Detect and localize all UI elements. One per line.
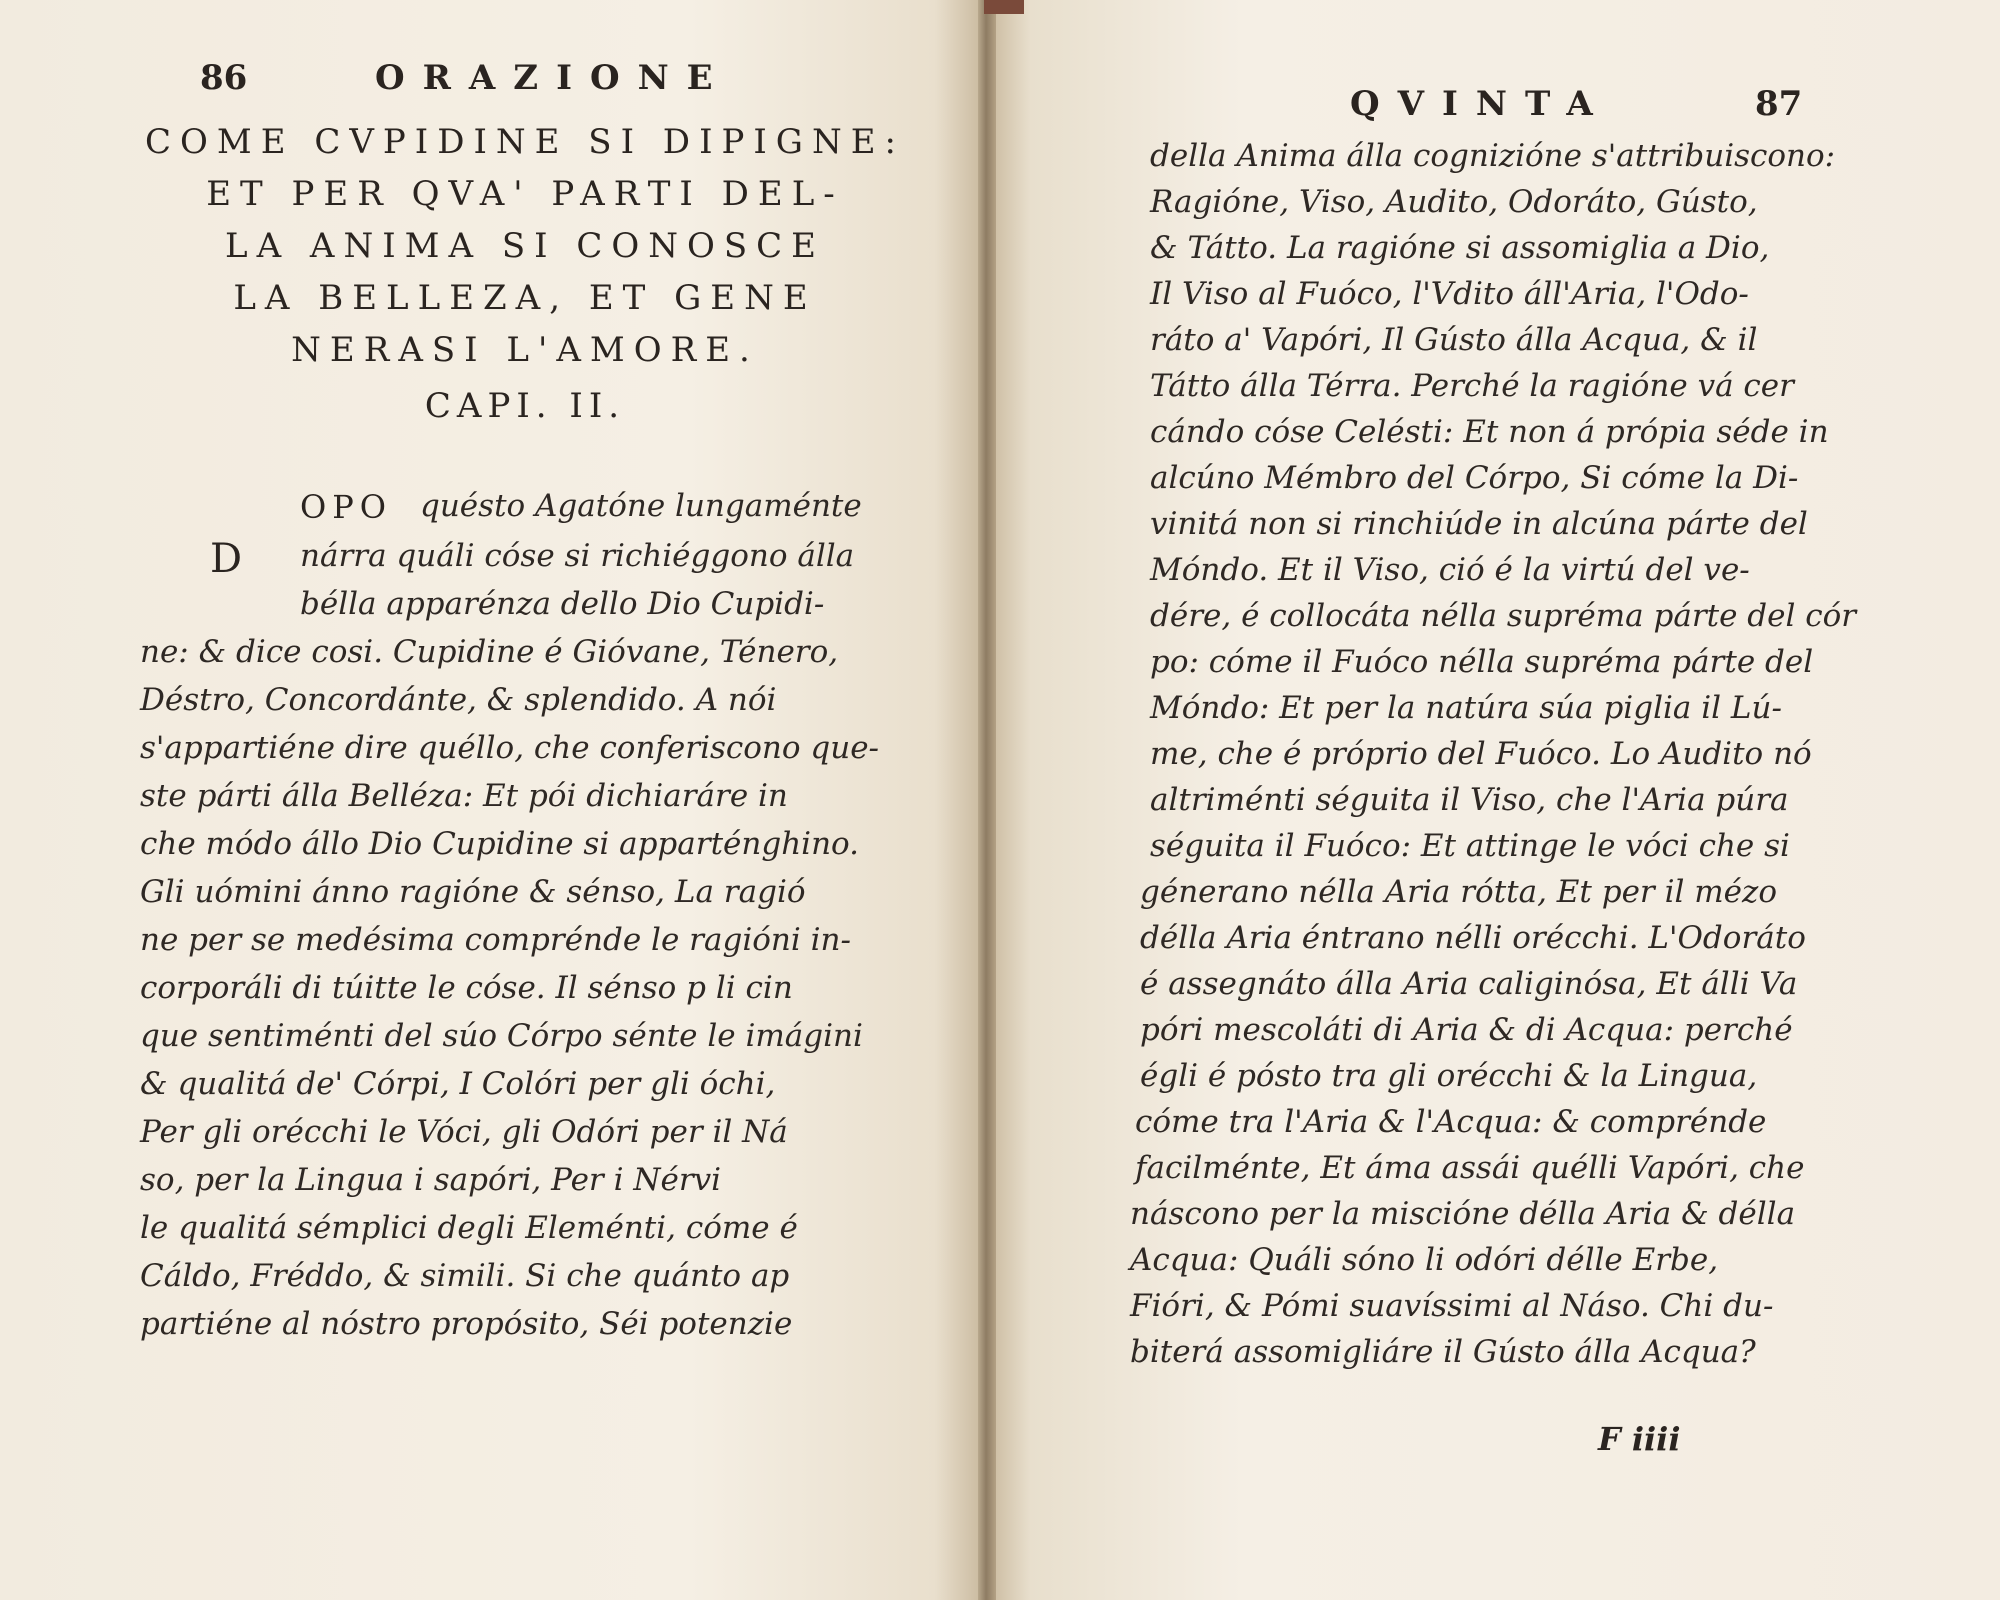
left-line-9: Gli uómini ánno ragióne & sénso, La ragió [140,874,806,910]
right-line-22: cóme tra l'Aria & l'Acqua: & comprénde [1135,1104,1767,1140]
left-line-8: che módo állo Dio Cupidine si apparténghino. [140,826,860,862]
right-line-27: biterá assomigliáre il Gústo álla Acqua? [1130,1334,1756,1370]
right-line-20: póri mescoláti di Aria & di Acqua: perché [1140,1012,1793,1048]
binding-edge [984,0,1024,14]
left-line-16: le qualitá sémplici degli Eleménti, cóme é [140,1210,798,1246]
right-line-24: náscono per la miscióne délla Aria & délla [1130,1196,1796,1232]
right-line-1: della Anima álla cognizióne s'attribuiscono: [1150,138,1836,174]
left-line-10: ne per se medésima comprénde le ragióni in- [140,922,851,958]
left-line-18: partiéne al nóstro propósito, Séi potenzie [140,1306,793,1342]
left-line-14: Per gli orécchi le Vóci, gli Odóri per il Ná [140,1114,788,1150]
right-line-15: altriménti séguita il Viso, che l'Aria púra [1150,782,1789,818]
right-line-11: dére, é collocáta nélla supréma párte del cór [1150,598,1857,634]
left-line-7: ste párti álla Belléza: Et pói dichiaráre in [140,778,788,814]
left-running-head: ORAZIONE [375,58,731,98]
right-line-23: facilménte, Et áma assái quélli Vapóri, che [1135,1150,1805,1186]
right-line-12: po: cóme il Fuóco nélla supréma párte del [1150,644,1814,680]
left-line-17: Cáldo, Fréddo, & simili. Si che quánto ap [140,1258,790,1294]
signature-mark: F iiii [1598,1420,1681,1458]
left-line-15: so, per la Lingua i sapóri, Per i Nérvi [140,1162,722,1198]
right-line-19: é assegnáto álla Aria caliginósa, Et álli Va [1140,966,1798,1002]
left-page-number: 86 [200,58,248,98]
left-line-5: Déstro, Concordánte, & splendido. A nói [140,682,777,718]
right-line-10: Móndo. Et il Viso, ció é la virtú del ve- [1150,552,1750,588]
right-line-18: délla Aria éntrano nélli orécchi. L'Odoráto [1140,920,1806,956]
chapter-title-line-1: COME CVPIDINE SI DIPIGNE: [145,122,905,162]
right-running-head: QVINTA [1350,84,1611,124]
right-line-16: séguita il Fuóco: Et attinge le vóci che si [1150,828,1790,864]
chapter-title-line-3: LA ANIMA SI CONOSCE [224,226,826,266]
chapter-title-line-2: ET PER QVA' PARTI DEL- [206,174,844,214]
opening-caps: OPO [300,488,392,526]
right-line-7: cándo cóse Celésti: Et non á própia séde in [1150,414,1829,450]
left-line-12: que sentiménti del súo Córpo sénte le imágini [140,1018,863,1054]
chapter-label: CAPI. II. [424,386,626,426]
right-line-9: vinitá non si rinchiúde in alcúna párte del [1150,506,1808,542]
right-line-13: Móndo: Et per la natúra súa piglia il Lú- [1150,690,1782,726]
chapter-title-line-4: LA BELLEZA, ET GENE [233,278,817,318]
drop-cap: D [210,536,243,582]
right-line-5: ráto a' Vapóri, Il Gústo álla Acqua, & il [1150,322,1758,358]
right-page-number: 87 [1755,84,1803,124]
right-line-6: Tátto álla Térra. Perché la ragióne vá cer [1150,368,1794,404]
left-line-4: ne: & dice cosi. Cupidine é Gióvane, Ténero, [140,634,839,670]
left-line-3: bélla apparénza dello Dio Cupidi- [300,586,825,622]
right-line-14: me, che é próprio del Fuóco. Lo Audito nó [1150,736,1812,772]
left-line-1: quésto Agatóne lungaménte [420,488,862,524]
right-line-2: Ragióne, Viso, Audito, Odoráto, Gústo, [1150,184,1758,220]
right-line-4: Il Viso al Fuóco, l'Vdito áll'Aria, l'Odo- [1150,276,1749,312]
left-line-6: s'appartiéne dire quéllo, che conferiscono que- [140,730,880,766]
right-line-3: & Tátto. La ragióne si assomiglia a Dio, [1150,230,1770,266]
left-line-2: nárra quáli cóse si richiéggono álla [300,538,855,574]
book-gutter [978,0,996,1600]
left-line-13: & qualitá de' Córpi, I Colóri per gli óchi, [140,1066,776,1102]
right-line-8: alcúno Mémbro del Córpo, Si cóme la Di- [1150,460,1799,496]
left-line-11: corporáli di túitte le cóse. Il sénso p li cin [140,970,793,1006]
right-line-26: Fióri, & Pómi suavíssimi al Náso. Chi du- [1130,1288,1774,1324]
chapter-title-line-5: NERASI L'AMORE. [291,330,759,370]
right-line-21: égli é pósto tra gli orécchi & la Lingua, [1140,1058,1758,1094]
right-line-25: Acqua: Quáli sóno li odóri délle Erbe, [1130,1242,1719,1278]
right-line-17: génerano nélla Aria rótta, Et per il mézo [1140,874,1778,910]
